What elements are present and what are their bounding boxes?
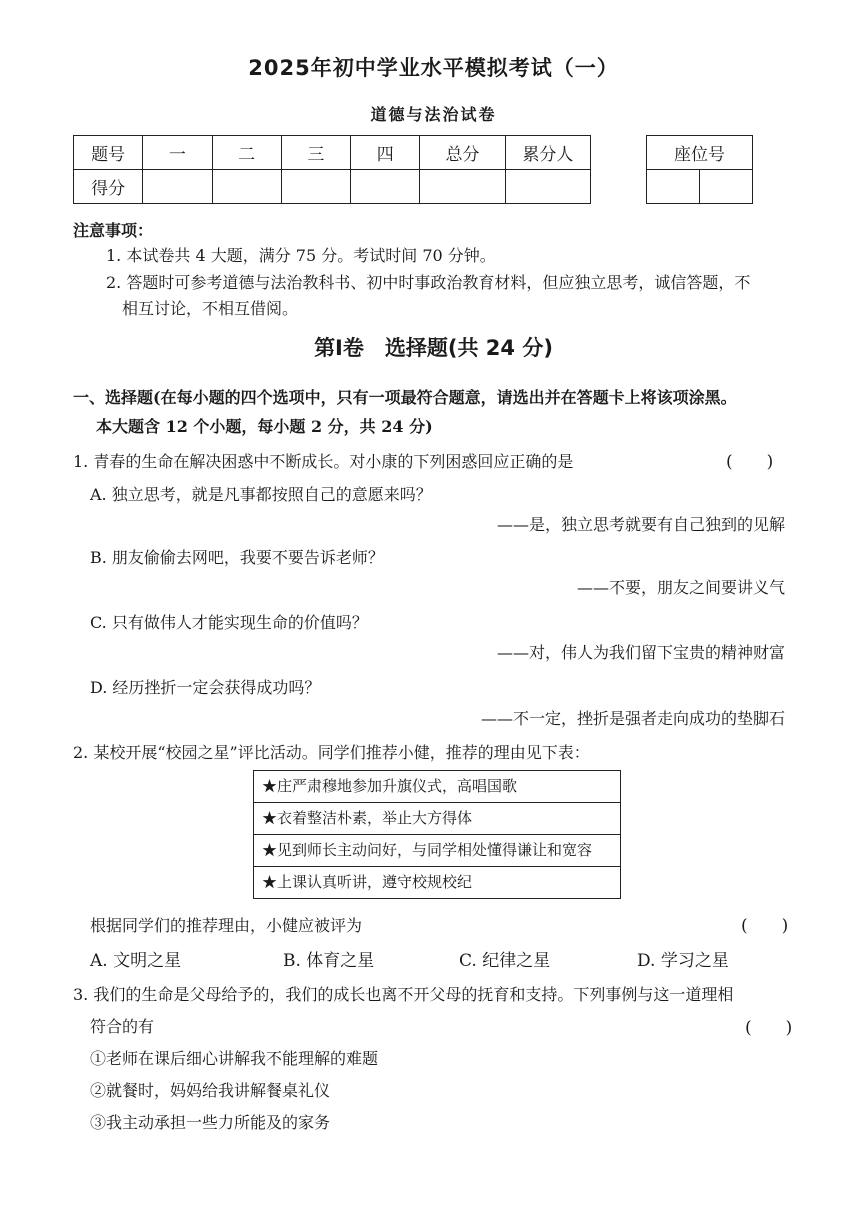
score-table-cell: 总分 — [420, 136, 505, 170]
q1-option-d[interactable]: D. 经历挫折一定会获得成功吗？ — [90, 678, 321, 697]
exam-title: 2025年初中学业水平模拟考试（一） — [248, 56, 619, 80]
q2-option-d[interactable]: D. 学习之星 — [637, 951, 729, 971]
notice-item-2: 2. 答题时可参考道德与法治教科书、初中时事政治教育材料，但应独立思考，诚信答题，不 — [106, 273, 751, 292]
q1-option-c-response: ——对，伟人为我们留下宝贵的精神财富 — [496, 643, 785, 662]
q2-reason-row: ★衣着整洁朴素，举止大方得体 — [254, 803, 620, 835]
part1-instruction-cont: 本大题含 12 个小题，每小题 2 分，共 24 分) — [96, 417, 433, 436]
exam-subtitle: 道德与法治试卷 — [370, 105, 497, 124]
notice-heading: 注意事项： — [73, 221, 154, 240]
score-input-cell[interactable] — [212, 170, 281, 204]
q2-reason-row: ★见到师长主动问好，与同学相处懂得谦让和宽容 — [254, 835, 620, 867]
score-input-cell[interactable] — [351, 170, 420, 204]
q3-item-2: ②就餐时，妈妈给我讲解餐桌礼仪 — [90, 1081, 331, 1100]
notice-item-1: 1. 本试卷共 4 大题，满分 75 分。考试时间 70 分钟。 — [106, 246, 496, 265]
q2-option-c[interactable]: C. 纪律之星 — [459, 951, 551, 971]
q1-option-a-response: ——是，独立思考就要有自己独到的见解 — [496, 515, 785, 534]
seat-table — [646, 135, 753, 204]
score-input-cell[interactable] — [143, 170, 212, 204]
seat-input-cell[interactable] — [647, 170, 700, 204]
q1-answer-paren[interactable]: ( ) — [726, 452, 774, 472]
seat-input-cell[interactable] — [700, 170, 753, 204]
q2-stem: 2. 某校开展“校园之星”评比活动。同学们推荐小健，推荐的理由见下表： — [73, 743, 590, 762]
score-input-cell[interactable] — [505, 170, 590, 204]
q3-answer-paren[interactable]: ( ) — [745, 1018, 793, 1038]
q2-reason-row: ★庄严肃穆地参加升旗仪式，高唱国歌 — [254, 771, 620, 803]
q3-stem-cont: 符合的有 — [90, 1017, 155, 1036]
q2-answer-paren[interactable]: ( ) — [741, 916, 789, 936]
score-table-header-row — [74, 136, 591, 170]
score-table-cell: 题号 — [74, 136, 143, 170]
q2-option-a[interactable]: A. 文明之星 — [90, 951, 182, 971]
q3-item-3: ③我主动承担一些力所能及的家务 — [90, 1113, 331, 1132]
notice-item-2-cont: 相互讨论，不相互借阅。 — [122, 299, 299, 318]
score-table-cell: 一 — [143, 136, 212, 170]
score-table-cell: 得分 — [74, 170, 143, 204]
seat-table-label: 座位号 — [647, 136, 753, 170]
q1-option-a[interactable]: A. 独立思考，就是凡事都按照自己的意愿来吗？ — [90, 485, 432, 504]
q1-stem: 1. 青春的生命在解决困惑中不断成长。对小康的下列困惑回应正确的是 — [73, 452, 574, 471]
q3-item-1: ①老师在课后细心讲解我不能理解的难题 — [90, 1049, 379, 1068]
q1-option-b-response: ——不要，朋友之间要讲义气 — [576, 578, 785, 597]
q3-stem: 3. 我们的生命是父母给予的，我们的成长也离不开父母的抚育和支持。下列事例与这一道理相 — [73, 985, 734, 1004]
score-table-cell: 累分人 — [505, 136, 590, 170]
q1-option-c[interactable]: C. 只有做伟人才能实现生命的价值吗？ — [90, 613, 368, 632]
score-table — [73, 135, 591, 204]
score-input-cell[interactable] — [281, 170, 350, 204]
score-table-score-row — [74, 170, 591, 204]
q2-reasons-table — [253, 770, 621, 899]
q2-question: 根据同学们的推荐理由，小健应被评为 — [90, 916, 363, 935]
score-table-cell: 三 — [281, 136, 350, 170]
score-input-cell[interactable] — [420, 170, 505, 204]
q2-reason-row: ★上课认真听讲，遵守校规校纪 — [262, 873, 473, 891]
part1-instruction: 一、选择题(在每小题的四个选项中，只有一项最符合题意，请选出并在答题卡上将该项涂黑。 — [73, 388, 737, 407]
section-title: 第Ⅰ卷 选择题(共 24 分) — [314, 336, 553, 360]
score-table-cell: 二 — [212, 136, 281, 170]
q1-option-d-response: ——不一定，挫折是强者走向成功的垫脚石 — [480, 709, 785, 728]
q1-option-b[interactable]: B. 朋友偷偷去网吧，我要不要告诉老师？ — [90, 548, 384, 567]
q2-option-b[interactable]: B. 体育之星 — [283, 951, 375, 971]
score-table-cell: 四 — [351, 136, 420, 170]
